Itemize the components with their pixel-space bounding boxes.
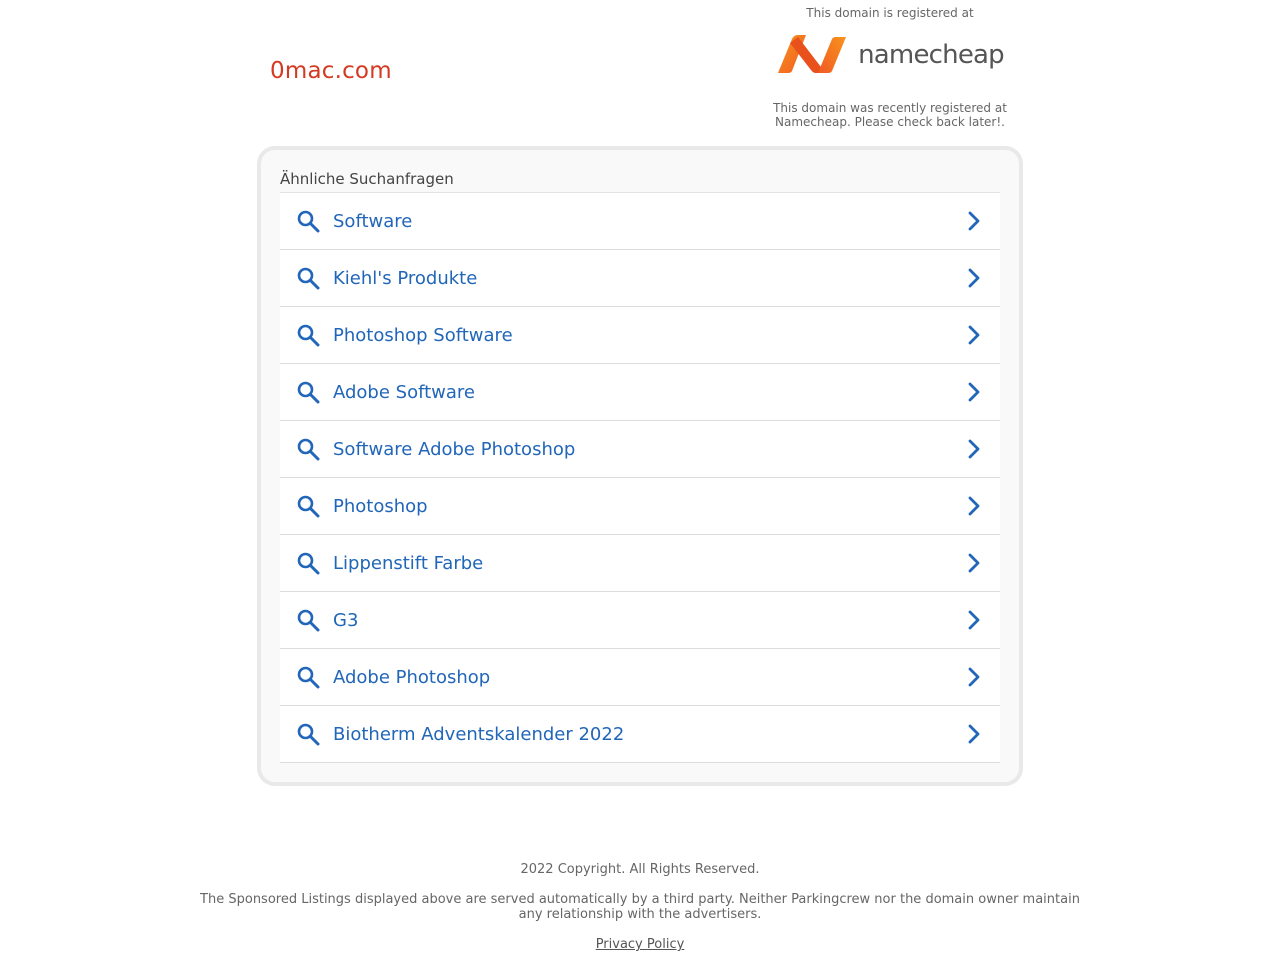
list-item[interactable]	[280, 364, 1000, 421]
list-item[interactable]	[280, 193, 1000, 250]
chevron-right-icon	[964, 268, 984, 288]
list-item-label: Lippenstift Farbe	[333, 552, 484, 574]
list-item-label: Photoshop Software	[333, 324, 513, 346]
chevron-right-icon	[964, 496, 984, 516]
search-icon	[295, 379, 321, 405]
footer	[0, 862, 1280, 953]
search-icon	[295, 322, 321, 348]
list-item-label: G3	[333, 609, 359, 631]
list-item[interactable]	[280, 706, 1000, 763]
list-item[interactable]	[280, 535, 1000, 592]
related-searches-card	[257, 146, 1023, 786]
chevron-right-icon	[964, 325, 984, 345]
list-item-label: Kiehl's Produkte	[333, 267, 478, 289]
chevron-right-icon	[964, 382, 984, 402]
list-item-label: Adobe Photoshop	[333, 666, 491, 688]
search-icon	[295, 664, 321, 690]
list-item-label: Photoshop	[333, 495, 428, 517]
registrar-wordmark: namecheap	[858, 40, 1004, 70]
search-icon	[295, 721, 321, 747]
list-item-label: Biotherm Adventskalender 2022	[333, 723, 625, 745]
registrar-logo[interactable]	[775, 31, 1005, 79]
search-icon	[295, 607, 321, 633]
search-icon	[295, 436, 321, 462]
list-item-label: Adobe Software	[333, 381, 476, 403]
disclaimer-text: The Sponsored Listings displayed above are served automatically by a third party. Neither Parkingcrew nor the domain owner maintain any relationship with the advertisers.	[200, 892, 1080, 922]
chevron-right-icon	[964, 610, 984, 630]
chevron-right-icon	[964, 667, 984, 687]
list-item[interactable]	[280, 250, 1000, 307]
registrar-box	[758, 0, 1022, 129]
namecheap-logo-icon	[776, 35, 848, 75]
privacy-policy-link[interactable]: Privacy Policy	[595, 937, 685, 952]
list-item[interactable]	[280, 421, 1000, 478]
search-icon	[295, 493, 321, 519]
list-item-label: Software	[333, 210, 413, 232]
list-item[interactable]	[280, 649, 1000, 706]
related-searches-title: Ähnliche Suchanfragen	[280, 170, 454, 188]
registrar-caption: This domain is registered at	[806, 6, 974, 20]
domain-title: 0mac.com	[270, 58, 392, 84]
chevron-right-icon	[964, 211, 984, 231]
search-icon	[295, 208, 321, 234]
chevron-right-icon	[964, 724, 984, 744]
search-icon	[295, 265, 321, 291]
list-item[interactable]	[280, 592, 1000, 649]
related-searches-list	[280, 192, 1000, 763]
chevron-right-icon	[964, 439, 984, 459]
chevron-right-icon	[964, 553, 984, 573]
search-icon	[295, 550, 321, 576]
list-item[interactable]	[280, 307, 1000, 364]
registrar-note: This domain was recently registered at Namecheap. Please check back later!.	[773, 101, 1007, 129]
list-item-label: Software Adobe Photoshop	[333, 438, 576, 460]
copyright-text: 2022 Copyright. All Rights Reserved.	[520, 862, 760, 877]
list-item[interactable]	[280, 478, 1000, 535]
